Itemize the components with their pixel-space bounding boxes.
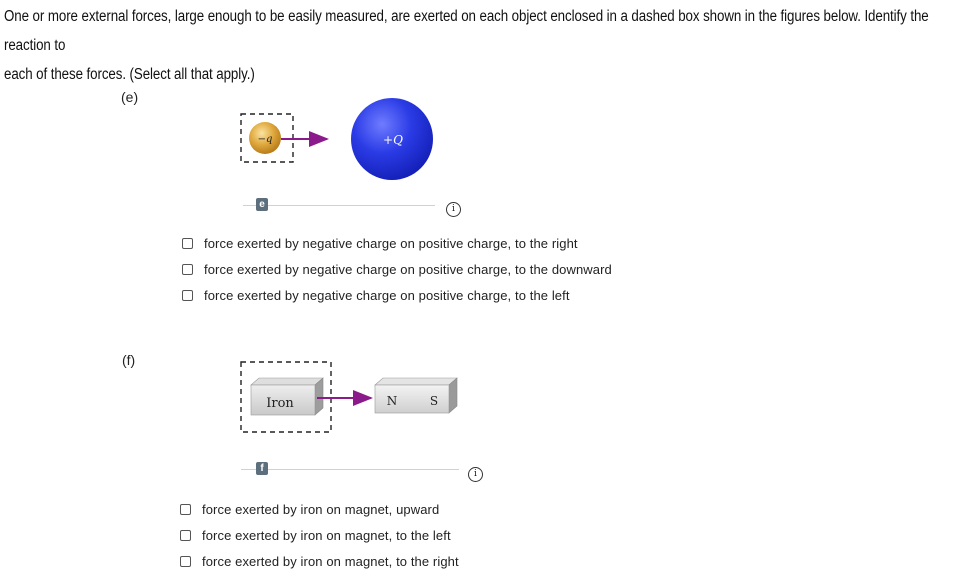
negative-charge-label: −q [257,134,273,145]
figure-f-divider [241,469,459,470]
magnet-north-label: N [386,394,398,408]
option-f-2[interactable] [180,528,451,543]
part-e-label: (e) [121,89,139,105]
question-text [4,2,967,89]
figure-e-badge[interactable]: e [256,198,268,211]
checkbox[interactable] [182,238,193,249]
option-label: force exerted by iron on magnet, to the right [202,554,459,569]
option-e-2[interactable] [182,262,612,277]
figure-e-divider [243,205,435,206]
question-line-1: One or more external forces, large enough to be easily measured, are exerted on each object enclosed in a dashed box shown in the figures below. Identify the reaction to [4,8,929,54]
figure-f-badge[interactable]: f [256,462,268,475]
part-f-figure [235,358,465,440]
magnet-top [375,378,457,385]
option-label: force exerted by iron on magnet, upward [202,502,440,517]
question-line-2: each of these forces. (Select all that apply.) [4,66,255,83]
option-f-1[interactable] [180,502,439,517]
magnet-south-label: S [429,394,439,408]
checkbox[interactable] [182,264,193,275]
option-e-1[interactable] [182,236,578,251]
checkbox[interactable] [182,290,193,301]
positive-charge-label: +Q [383,133,403,147]
option-f-3[interactable] [180,554,459,569]
info-icon[interactable]: i [468,467,483,482]
option-label: force exerted by negative charge on positive charge, to the right [204,236,578,251]
part-e-figure [235,98,440,188]
checkbox[interactable] [180,530,191,541]
option-label: force exerted by iron on magnet, to the left [202,528,451,543]
option-e-3[interactable] [182,288,570,303]
checkbox[interactable] [180,556,191,567]
info-icon[interactable]: i [446,202,461,217]
iron-label: Iron [266,396,294,411]
iron-block-top [251,378,323,385]
checkbox[interactable] [180,504,191,515]
part-f-label: (f) [122,352,136,368]
option-label: force exerted by negative charge on positive charge, to the downward [204,262,612,277]
option-label: force exerted by negative charge on positive charge, to the left [204,288,570,303]
